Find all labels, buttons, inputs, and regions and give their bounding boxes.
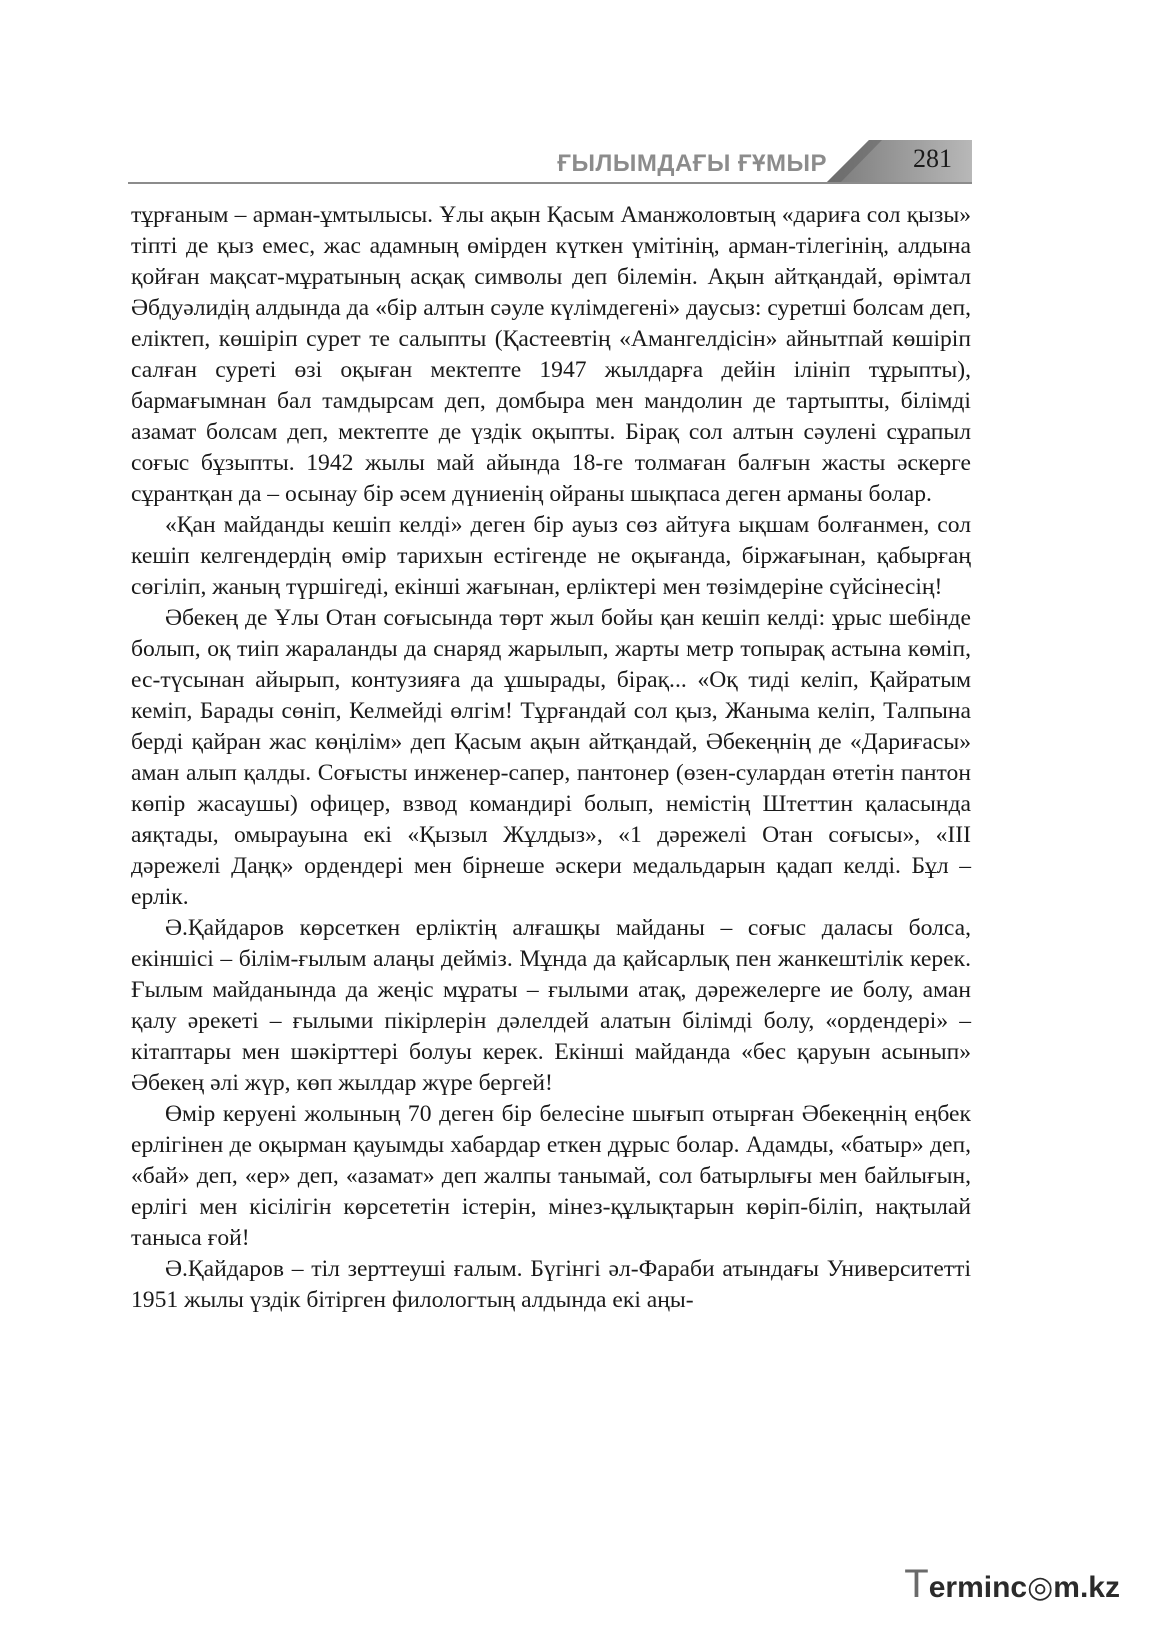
watermark-suffix: m.kz <box>1053 1571 1120 1604</box>
paragraph: Өмір керуені жолының 70 деген бір белесіне шығып отырған Әбекеңнің еңбек ерлігінен де оқырман қауымды хабардар еткен дұрыс болар. Адамды, «батыр» деп, «бай» деп, «ер» деп, «азамат» деп жалпы танымай, сол батырлығы мен байлығын, ерлігі мен кісілігін көрсететін істерін, мінез-құлықтарын көріп-біліп, нақтылай таныса ғой! <box>131 1101 971 1251</box>
running-header <box>128 138 972 184</box>
watermark-t-letter: T <box>904 1562 929 1606</box>
paragraph: «Қан майданды кешіп келді» деген бір ауыз сөз айтуға ықшам болғанмен, сол кешіп келгендердің өмір тарихын естігенде не оқығанда, біржағынан, қабырғаң сөгіліп, жаның түршігеді, екінші жағынан, ерліктері мен төзімдеріне сүйсінесің! <box>131 512 971 600</box>
paragraph: Әбекең де Ұлы Отан соғысында төрт жыл бойы қан кешіп келді: ұрыс шебінде болып, оқ тиіп жараланды да снаряд жарылып, жарты метр топырақ астына көміп, ес-түсынан айырып, контузияға да ұшырады, бірақ... «Оқ тиді келіп, Қайратым кеміп, Барады сөніп, Келмейді өлгім! Тұрғандай сол қыз, Жаныма келіп, Талпына берді қайран жас көңілім» деп Қасым ақын айтқандай, Әбекеңнің де «Дариғасы» аман алып қалды. Соғысты инженер-сапер, пантонер (өзен-сулардан өтетін пантон көпір жасаушы) офицер, взвод командирі болып, немістің Штеттин қаласында аяқтады, омырауына екі «Қызыл Жұлдыз», «1 дәрежелі Отан соғысы», «ІІІ дәрежелі Даңқ» ордендері мен бірнеше әскери медальдарын қадап келді. Бұл – ерлік. <box>131 605 971 910</box>
header-rule <box>128 182 972 184</box>
page-number: 281 <box>913 144 952 173</box>
watermark-logo <box>904 1562 1120 1607</box>
body-text <box>131 200 971 1316</box>
watermark-o-icon: ◎ <box>1027 1571 1054 1604</box>
running-title: ҒЫЛЫМДАҒЫ ҒҰМЫР <box>557 150 827 177</box>
watermark-text: erminc <box>928 1571 1028 1604</box>
paragraph: Ә.Қайдаров көрсеткен ерліктің алғашқы майданы – соғыс даласы болса, екіншісі – білім-ғылым алаңы дейміз. Мұнда да қайсарлық пен жанкештілік керек. Ғылым майданында да жеңіс мұраты – ғылыми атақ, дәрежелерге ие болу, аман қалу әрекеті – ғылыми пікірлерін дәлелдей алатын білімді болу, «ордендері» – кітаптары мен шәкірттері болуы керек. Екінші майданда «бес қаруын асынып» Әбекең әлі жүр, көп жылдар жүре бергей! <box>131 915 971 1096</box>
paragraph: тұрғаным – арман-ұмтылысы. Ұлы ақын Қасым Аманжоловтың «дариға сол қызы» тіпті де қыз емес, жас адамның өмірден күткен үмітінің, арман-тілегінің, алдына қойған мақсат-мұратының асқақ символы деп білемін. Ақын айтқандай, өрімтал Әбдуәлидің алдында да «бір алтын сәуле күлімдегені» даусыз: суретші болсам деп, еліктеп, көшіріп сурет те салыпты (Қастеевтің «Амангелдісін» айнытпай көшіріп салған суреті өзі оқыған мектепте 1947 жылдарға дейін ілініп тұрыпты), бармағымнан бал тамдырсам деп, домбыра мен мандолин де тартыпты, білімді азамат болсам деп, мектепте де үздік оқыпты. Бірақ сол алтын сәулені сұрапыл соғыс бұзыпты. 1942 жылы май айында 18-ге толмаған балғын жасты әскерге сұрантқан да – осынау бір әсем дүниенің ойраны шықпаса деген арманы болар. <box>131 202 971 507</box>
paragraph: Ә.Қайдаров – тіл зерттеуші ғалым. Бүгінгі әл-Фараби атындағы Университетті 1951 жылы үздік бітірген филологтың алдында екі аңы- <box>131 1256 971 1313</box>
